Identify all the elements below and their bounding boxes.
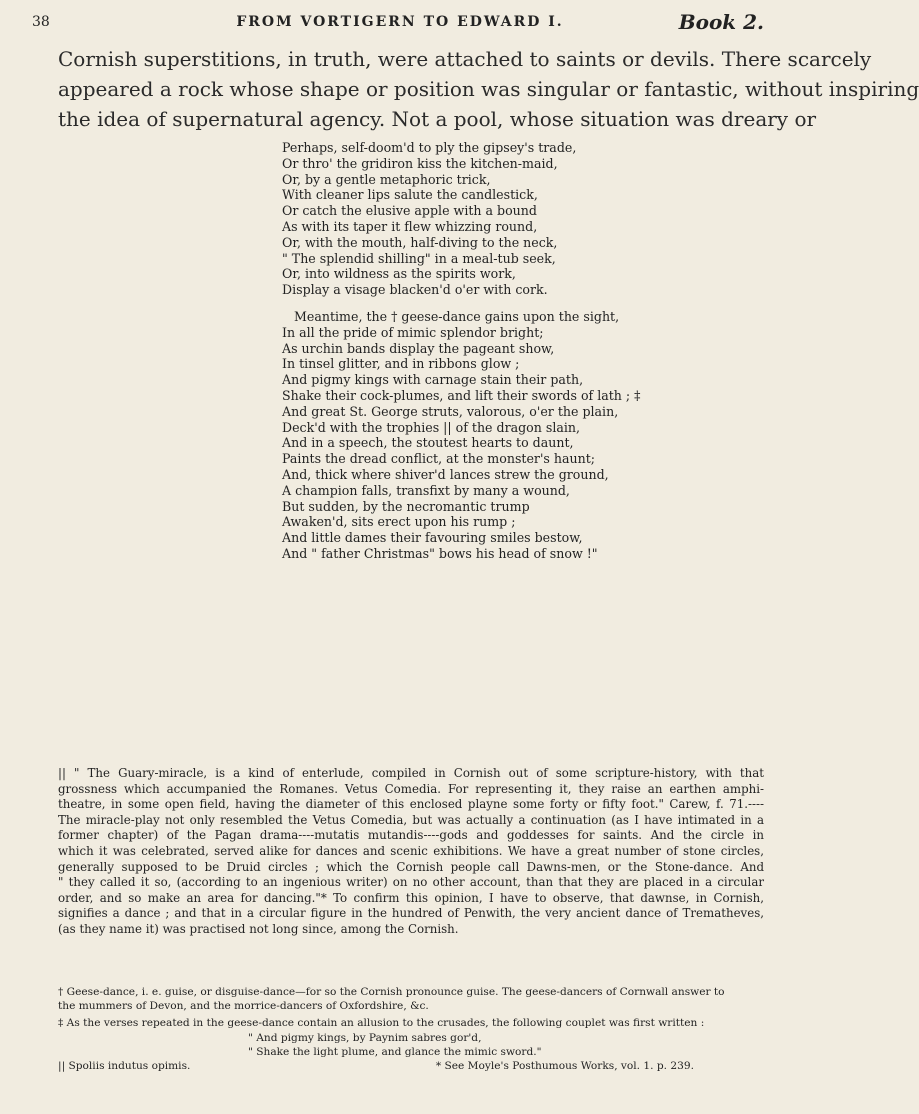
body-line: appeared a rock whose shape or position was singular or fantastic, without inspiring [58, 77, 919, 101]
running-title: FROM VORTIGERN TO EDWARD I. [236, 14, 564, 30]
book-label: Book 2. [678, 10, 764, 34]
footnote-couplet-line: " Shake the light plume, and glance the mimic sword." [248, 1045, 542, 1058]
verse-line: Or, by a gentle metaphoric trick, [282, 171, 491, 187]
footnote-parallel: || Spoliis indutus opimis. [58, 1060, 191, 1073]
verse-line: And " father Christmas" bows his head of snow !" [282, 545, 598, 561]
verse-line: Awaken'd, sits erect upon his rump ; [282, 514, 516, 530]
note-line: The miracle-play not only resembled the Vetus Comedia, but was actually a continuation (as I have intimated in a [58, 812, 764, 827]
verse-line: And little dames their favouring smiles bestow, [282, 530, 583, 546]
verse-line: Display a visage blacken'd o'er with cork. [282, 282, 548, 298]
guary-miracle-note [58, 766, 764, 938]
verse-line: Or catch the elusive apple with a bound [282, 203, 537, 219]
verse-line: Deck'd with the trophies || of the dragon slain, [282, 419, 581, 435]
note-line: signifies a dance ; and that in a circular figure in the hundred of Penwith, the very ancient dance of Trematheves, [58, 906, 764, 921]
verse-line: And, thick where shiver'd lances strew the ground, [282, 466, 609, 482]
body-line: the idea of supernatural agency. Not a pool, whose situation was dreary or [58, 107, 817, 131]
note-line: theatre, in some open field, having the diameter of this enclosed playne some forty or fifty foot." Carew, f. 71.---- [58, 797, 764, 812]
footnote-double-dagger: ‡ As the verses repeated in the geese-dance contain an allusion to the crusades, the following couplet was first written : [58, 1017, 705, 1030]
verse-line: In tinsel glitter, and in ribbons glow ; [282, 356, 520, 372]
verse-line: And great St. George struts, valorous, o'er the plain, [282, 403, 619, 419]
body-paragraph [58, 44, 919, 134]
note-line: order, and so make an area for dancing."* To confirm this opinion, I have to observe, that dawnse, in Cornish, [58, 890, 764, 905]
page-number: 38 [32, 14, 50, 30]
note-line: former chapter) of the Pagan drama----mutatis mutandis----gods and goddesses for saints. And the circle in [58, 828, 764, 843]
verse-line: As urchin bands display the pageant show, [282, 340, 555, 356]
note-line: generally supposed to be Druid circles ; which the Cornish people call Dawns-men, or the Stone-dance. And [58, 859, 764, 874]
note-line: || " The Guary-miracle, is a kind of enterlude, compiled in Cornish out of some scripture-history, with that [58, 766, 764, 780]
verse-quotation [282, 140, 752, 562]
running-header [28, 8, 772, 36]
body-line: Cornish superstitions, in truth, were attached to saints or devils. There scarcely [58, 47, 872, 71]
verse-line: And pigmy kings with carnage stain their path, [282, 372, 584, 388]
verse-line: Meantime, the † geese-dance gains upon the sight, [294, 308, 620, 324]
verse-line: As with its taper it flew whizzing round, [282, 218, 538, 234]
note-line: (as they name it) was practised not long since, among the Cornish. [58, 921, 459, 936]
note-line: " they called it so, (according to an ingenious writer) on no other account, than that they are placed in a circular [58, 875, 764, 890]
verse-line: Or, with the mouth, half-diving to the neck, [282, 234, 558, 250]
verse-line: Shake their cock-plumes, and lift their swords of lath ; ‡ [282, 387, 641, 403]
footnotes [58, 985, 764, 1073]
verse-line: Or, into wildness as the spirits work, [282, 266, 516, 282]
verse-line: Paints the dread conflict, at the monster's haunt; [282, 451, 596, 467]
verse-line: And in a speech, the stoutest hearts to daunt, [282, 435, 574, 451]
stanza-break [282, 298, 752, 309]
verse-line: With cleaner lips salute the candlestick, [282, 187, 538, 203]
note-line: which it was celebrated, served alike for dances and scenic exhibitions. We have a great number of stone circles, [58, 843, 764, 858]
footnote-dagger-line: † Geese-dance, i. e. guise, or disguise-dance—for so the Cornish pronounce guise. The geese-dancers of Cornwall answer to [58, 986, 725, 998]
verse-line: But sudden, by the necromantic trump [282, 498, 530, 514]
footnote-dagger-line: the mummers of Devon, and the morrice-dancers of Oxfordshire, &c. [58, 1000, 429, 1013]
verse-line: A champion falls, transfixt by many a wound, [282, 482, 570, 498]
verse-line: " The splendid shilling" in a meal-tub seek, [282, 250, 556, 266]
footnote-asterisk: * See Moyle's Posthumous Works, vol. 1. p. 239. [435, 1060, 694, 1073]
footnote-row [58, 1059, 764, 1073]
verse-line: Perhaps, self-doom'd to ply the gipsey's trade, [282, 140, 577, 155]
verse-line: In all the pride of mimic splendor bright; [282, 324, 544, 340]
verse-line: Or thro' the gridiron kiss the kitchen-maid, [282, 155, 558, 171]
note-line: grossness which accumpanied the Romanes. Vetus Comedia. For representing it, they raise an earthen amphi- [58, 781, 764, 796]
footnote-couplet-line: " And pigmy kings, by Paynim sabres gor'd, [248, 1031, 482, 1044]
